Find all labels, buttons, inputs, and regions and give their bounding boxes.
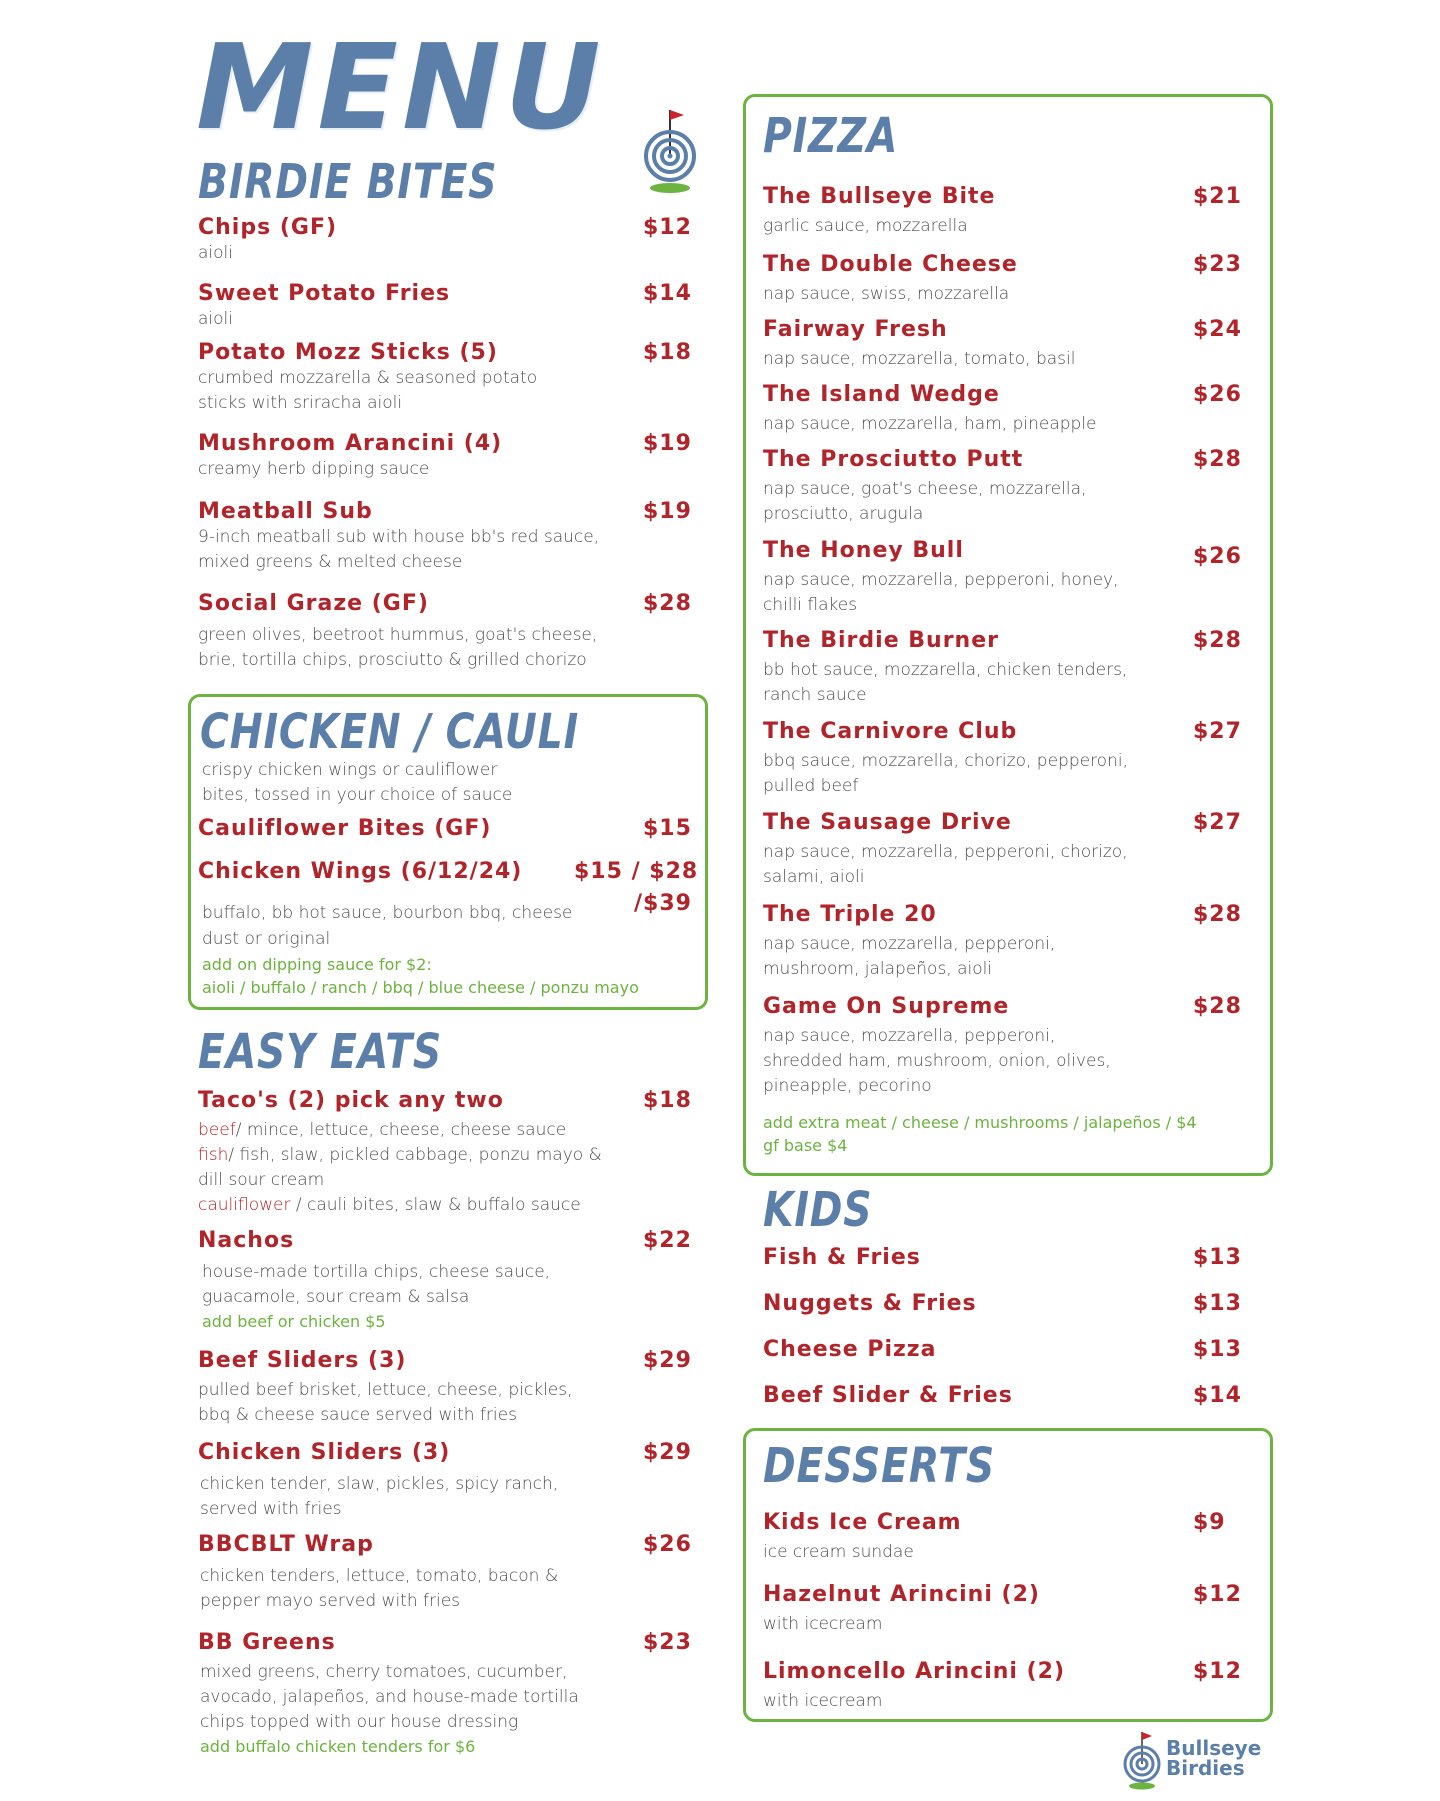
menu-item [763, 1337, 1253, 1363]
menu-item [763, 1659, 1253, 1714]
menu-item [763, 538, 1253, 618]
item-desc: nap sauce, goat's cheese, mozzarella, [763, 479, 1087, 500]
item-name: Nachos [198, 1228, 295, 1253]
taco-option-label: fish [198, 1145, 229, 1166]
menu-item [198, 499, 693, 575]
item-price: $26 [1193, 544, 1242, 569]
item-price: $26 [1193, 382, 1242, 407]
item-price: $28 [643, 591, 692, 616]
add-on-note: add on dipping sauce for $2: [202, 955, 432, 974]
item-name: The Prosciutto Putt [763, 447, 1024, 472]
item-name: Hazelnut Arincini (2) [763, 1582, 1040, 1607]
item-name: Meatball Sub [198, 499, 373, 524]
item-desc: aioli [198, 243, 233, 264]
item-name: BB Greens [198, 1630, 336, 1655]
item-desc: nap sauce, mozzarella, pepperoni, [763, 1026, 1056, 1047]
menu-item [763, 628, 1253, 708]
item-price: $22 [643, 1228, 692, 1253]
item-price: $13 [1193, 1337, 1242, 1362]
item-desc: chips topped with our house dressing [200, 1712, 519, 1733]
item-desc: crumbed mozzarella & seasoned potato [198, 368, 538, 389]
item-desc: chicken tenders, lettuce, tomato, bacon & [200, 1566, 559, 1587]
item-name: The Double Cheese [763, 252, 1018, 277]
menu-item [198, 816, 698, 842]
item-name: Chicken Wings (6/12/24) [198, 859, 523, 884]
item-desc: ice cream sundae [763, 1542, 914, 1563]
item-desc: shredded ham, mushroom, onion, olives, [763, 1051, 1111, 1072]
taco-option-desc: / mince, lettuce, cheese, cheese sauce [235, 1120, 567, 1141]
item-desc: nap sauce, mozzarella, pepperoni, honey, [763, 570, 1119, 591]
item-desc: garlic sauce, mozzarella [763, 216, 968, 237]
item-name: Beef Sliders (3) [198, 1348, 407, 1373]
add-on-options: aioli / buffalo / ranch / bbq / blue cheese / ponzu mayo [202, 978, 639, 997]
brand-logo [1120, 1730, 1280, 1792]
item-price: $18 [643, 1088, 692, 1113]
item-price: $13 [1193, 1291, 1242, 1316]
menu-item [763, 317, 1253, 372]
menu-item [198, 1440, 698, 1522]
item-price: $12 [1193, 1582, 1242, 1607]
item-desc: nap sauce, mozzarella, ham, pineapple [763, 414, 1097, 435]
item-desc: mixed greens & melted cheese [198, 552, 463, 573]
item-name: Social Graze (GF) [198, 591, 429, 616]
item-name: Taco's (2) pick any two [198, 1088, 504, 1113]
add-on-note: gf base $4 [763, 1136, 848, 1155]
item-price: $18 [643, 340, 692, 365]
menu-item [763, 1510, 1253, 1565]
add-on-note: add extra meat / cheese / mushrooms / jalapeños / $4 [763, 1113, 1197, 1132]
section-intro: bites, tossed in your choice of sauce [202, 785, 513, 805]
menu-item [763, 902, 1253, 982]
menu-item [763, 1383, 1253, 1409]
item-desc: mushroom, jalapeños, aioli [763, 959, 993, 980]
item-name: Potato Mozz Sticks (5) [198, 340, 498, 365]
item-desc: nap sauce, swiss, mozzarella [763, 284, 1010, 305]
item-name: The Bullseye Bite [763, 184, 996, 209]
taco-option-desc: / cauli bites, slaw & buffalo sauce [290, 1195, 581, 1216]
item-price: $27 [1193, 719, 1242, 744]
menu-item [763, 1291, 1253, 1317]
menu-item [198, 1630, 698, 1758]
item-name: Chicken Sliders (3) [198, 1440, 451, 1465]
item-name: Fairway Fresh [763, 317, 948, 342]
brand-name-line2: Birdies [1166, 1756, 1245, 1780]
brand-name-line1: Bullseye [1166, 1736, 1262, 1760]
item-desc: house-made tortilla chips, cheese sauce, [202, 1262, 551, 1283]
taco-option-desc: / fish, slaw, pickled cabbage, ponzu mayo & [228, 1145, 602, 1166]
menu-title: MENU [196, 18, 605, 156]
item-price: $28 [1193, 628, 1242, 653]
item-desc: chicken tender, slaw, pickles, spicy ranch, [200, 1474, 559, 1495]
item-price: $28 [1193, 902, 1242, 927]
item-desc: with icecream [763, 1614, 883, 1635]
item-name: Cheese Pizza [763, 1337, 937, 1362]
item-desc: pepper mayo served with fries [200, 1591, 461, 1612]
golf-target-flag-icon [1120, 1730, 1164, 1792]
item-price: $19 [643, 499, 692, 524]
item-desc: salami, aioli [763, 867, 865, 888]
menu-item [763, 1582, 1253, 1637]
item-name: BBCBLT Wrap [198, 1532, 374, 1557]
item-desc: pulled beef brisket, lettuce, cheese, pickles, [198, 1380, 573, 1401]
item-desc: bbq & cheese sauce served with fries [198, 1405, 517, 1426]
menu-item [763, 719, 1253, 799]
menu-item [198, 591, 693, 673]
item-desc: buffalo, bb hot sauce, bourbon bbq, cheese [202, 903, 573, 923]
menu-item [763, 184, 1253, 239]
item-price: $29 [643, 1440, 692, 1465]
item-desc: creamy herb dipping sauce [198, 459, 430, 480]
item-desc: nap sauce, mozzarella, tomato, basil [763, 349, 1076, 370]
item-desc [198, 1118, 698, 1143]
item-desc: with icecream [763, 1691, 883, 1712]
item-price: $9 [1193, 1510, 1226, 1535]
menu-item [198, 281, 693, 332]
item-desc: brie, tortilla chips, prosciutto & grilled chorizo [198, 650, 587, 671]
menu-item [198, 1348, 698, 1428]
menu-item [763, 1245, 1253, 1271]
item-price: $14 [1193, 1383, 1242, 1408]
item-desc: guacamole, sour cream & salsa [202, 1287, 470, 1308]
item-price: $26 [643, 1532, 692, 1557]
menu-item [763, 447, 1253, 527]
section-heading-pizza: PIZZA [763, 108, 899, 164]
item-desc: dill sour cream [198, 1170, 325, 1191]
item-name: The Honey Bull [763, 538, 964, 563]
section-heading-desserts: DESSERTS [763, 1438, 996, 1494]
section-heading-kids: KIDS [763, 1182, 873, 1238]
item-price: $12 [643, 215, 692, 240]
menu-item [198, 1532, 698, 1614]
item-name: Game On Supreme [763, 994, 1010, 1019]
item-price: $28 [1193, 447, 1242, 472]
menu-item [198, 431, 693, 482]
item-price: $23 [1193, 252, 1242, 277]
item-desc: pulled beef [763, 776, 859, 797]
item-price: $19 [643, 431, 692, 456]
item-price-secondary: /$39 [634, 891, 692, 916]
menu-item [198, 340, 693, 416]
item-desc: green olives, beetroot hummus, goat's cheese, [198, 625, 598, 646]
item-desc: served with fries [200, 1499, 342, 1520]
taco-option-label: cauliflower [198, 1195, 291, 1216]
menu-item [763, 810, 1253, 890]
item-desc: chilli flakes [763, 595, 858, 616]
menu-item [763, 382, 1253, 437]
menu-item [198, 1228, 698, 1333]
item-desc: mixed greens, cherry tomatoes, cucumber, [200, 1662, 568, 1683]
item-price: $28 [1193, 994, 1242, 1019]
item-name: The Sausage Drive [763, 810, 1012, 835]
item-price: $15 [643, 816, 692, 841]
item-desc [198, 1143, 698, 1168]
item-desc: dust or original [202, 929, 331, 949]
item-name: Kids Ice Cream [763, 1510, 962, 1535]
item-name: Beef Slider & Fries [763, 1383, 1013, 1408]
item-name: The Triple 20 [763, 902, 937, 927]
item-name: The Birdie Burner [763, 628, 999, 653]
menu-item [198, 1088, 698, 1218]
item-name: The Carnivore Club [763, 719, 1018, 744]
item-desc: pineapple, pecorino [763, 1076, 932, 1097]
item-desc: bbq sauce, mozzarella, chorizo, pepperoni, [763, 751, 1128, 772]
item-desc: 9-inch meatball sub with house bb's red sauce, [198, 527, 600, 548]
item-desc: sticks with sriracha aioli [198, 393, 403, 414]
menu-item [198, 215, 693, 266]
item-desc: aioli [198, 309, 233, 330]
item-price: $29 [643, 1348, 692, 1373]
section-heading-easy-eats: EASY EATS [198, 1024, 443, 1080]
add-on-note: add buffalo chicken tenders for $6 [200, 1737, 476, 1757]
item-desc: nap sauce, mozzarella, pepperoni, chorizo, [763, 842, 1128, 863]
section-heading-chicken-cauli: CHICKEN / CAULI [200, 704, 580, 760]
item-name: Sweet Potato Fries [198, 281, 451, 306]
item-name: Mushroom Arancini (4) [198, 431, 503, 456]
item-name: Nuggets & Fries [763, 1291, 977, 1316]
menu-item [763, 252, 1253, 307]
item-price: $23 [643, 1630, 692, 1655]
item-desc [198, 1193, 698, 1218]
taco-option-label: beef [198, 1120, 236, 1141]
item-name: Limoncello Arincini (2) [763, 1659, 1066, 1684]
item-price: $12 [1193, 1659, 1242, 1684]
item-price: $14 [643, 281, 692, 306]
item-price: $27 [1193, 810, 1242, 835]
item-price: $21 [1193, 184, 1242, 209]
menu-item [763, 994, 1253, 1099]
section-heading-birdie-bites: BIRDIE BITES [198, 154, 498, 210]
item-name: Chips (GF) [198, 215, 338, 240]
item-desc: ranch sauce [763, 685, 867, 706]
item-desc: bb hot sauce, mozzarella, chicken tenders, [763, 660, 1128, 681]
item-name: The Island Wedge [763, 382, 1000, 407]
add-on-note: add beef or chicken $5 [202, 1312, 386, 1332]
item-price: $13 [1193, 1245, 1242, 1270]
section-intro: crispy chicken wings or cauliflower [202, 760, 498, 780]
item-price: $24 [1193, 317, 1242, 342]
item-desc: nap sauce, mozzarella, pepperoni, [763, 934, 1056, 955]
item-desc: avocado, jalapeños, and house-made tortilla [200, 1687, 579, 1708]
golf-target-flag-icon [640, 106, 700, 202]
item-desc: prosciutto, arugula [763, 504, 924, 525]
item-name: Fish & Fries [763, 1245, 921, 1270]
item-name: Cauliflower Bites (GF) [198, 816, 492, 841]
item-price: $15 / $28 [574, 859, 699, 884]
